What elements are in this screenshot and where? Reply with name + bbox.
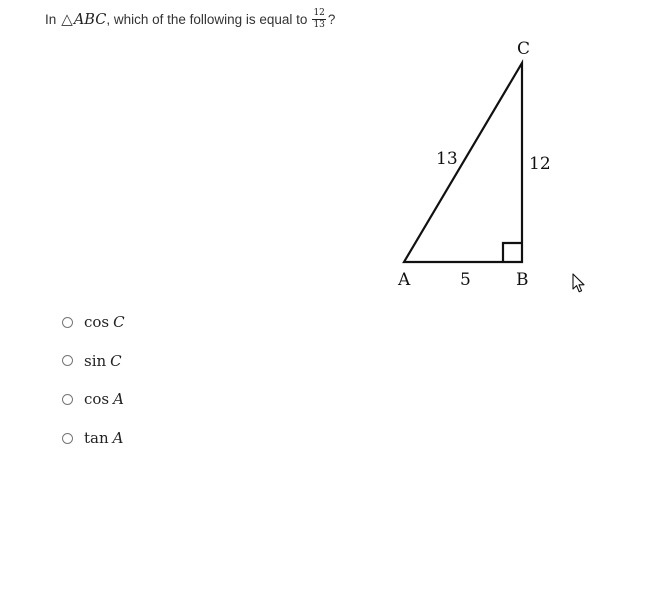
question-middle: , which of the following is equal to — [106, 11, 308, 27]
choice-variable: C — [110, 351, 122, 370]
choice-sin-c[interactable] — [62, 351, 125, 371]
right-angle-marker — [503, 243, 522, 262]
choice-label — [84, 429, 123, 447]
choice-variable: A — [113, 390, 124, 409]
choice-function: tan — [84, 429, 109, 448]
choice-cos-c[interactable] — [62, 312, 125, 332]
choice-variable: C — [113, 313, 125, 331]
choice-function: sin — [84, 351, 107, 370]
mouse-pointer-icon — [572, 273, 586, 295]
choice-label — [84, 390, 124, 408]
radio-button[interactable] — [62, 317, 73, 328]
radio-button[interactable] — [62, 433, 73, 444]
choice-cos-a[interactable] — [62, 389, 125, 409]
choice-function: cos — [84, 390, 110, 409]
radio-button[interactable] — [62, 355, 73, 366]
choice-function: cos — [84, 313, 110, 331]
vertex-label-a: A — [398, 270, 411, 290]
vertex-label-b: B — [516, 270, 529, 290]
choice-variable: A — [112, 429, 124, 448]
fraction-denominator: 13 — [313, 19, 325, 30]
triangle-name: ABC — [73, 12, 107, 28]
choice-tan-a[interactable] — [62, 428, 125, 448]
side-label-hypotenuse: 13 — [436, 149, 458, 169]
vertex-label-c: C — [517, 39, 531, 59]
triangle-diagram — [0, 0, 660, 300]
question-prefix: In — [45, 11, 57, 27]
fraction-numerator: 12 — [313, 7, 325, 18]
triangle-symbol: △ — [61, 10, 73, 28]
choice-label — [84, 313, 125, 331]
answer-choices — [62, 312, 125, 467]
radio-button[interactable] — [62, 394, 73, 405]
choice-label — [84, 352, 122, 370]
side-label-vertical-leg: 12 — [529, 154, 551, 174]
question-suffix: ? — [327, 11, 336, 27]
side-label-horizontal-leg: 5 — [460, 270, 471, 290]
triangle-shape — [404, 63, 522, 262]
